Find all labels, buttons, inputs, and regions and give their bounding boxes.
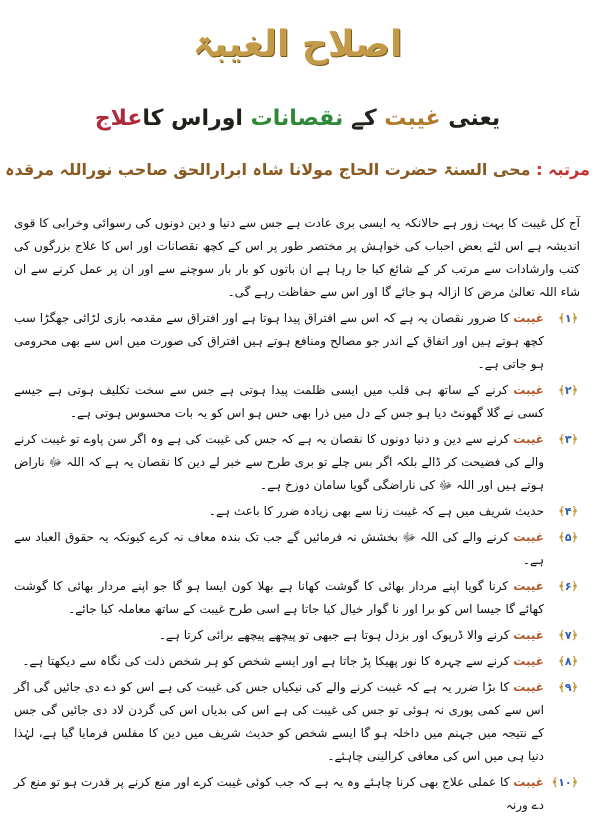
item-text: کا عملی علاج بھی کرنا چاہئے وہ یہ ہے کہ جب کوئی غیبت کرے اور منع کرنے پر قدرت ہو تو منع کر دے ورنہ (14, 775, 544, 812)
list-item (14, 676, 580, 768)
list-item (14, 575, 580, 621)
item-keyword: غیبت (513, 530, 544, 544)
item-text: حدیث شریف میں ہے کہ غیبت زنا سے بھی زیادہ ضرر کا باعث ہے۔ (208, 504, 544, 518)
list-item (14, 624, 580, 647)
list-item (14, 428, 580, 497)
item-text: کرنا گویا اپنے مردار بھائی کا گوشت کھانا ہے بھلا کون ایسا ہو گا جو اپنے مردار بھائی کا گوشت کھائے گا جیسا اس کو برا اور نا گوار خیال کیا جاتا ہے اسی طرح غیبت کے ساتھ معاملہ کیا جائے۔ (14, 579, 544, 616)
item-number: ﴿۱﴾ (558, 312, 578, 325)
list-item (14, 526, 580, 572)
item-text: کرنے کے ساتھ ہی قلب میں ایسی ظلمت پیدا ہوتی ہے جس سے سخت تکلیف ہوتی ہے جیسے کسی نے گلا گھونٹ دیا ہو جس کے دل میں ذرا بھی حس ہو اس کو یہ بات محسوس ہوتی ہے۔ (14, 383, 544, 420)
author-name: محی السنۃ حضرت الحاج مولانا شاہ ابرارالحق صاحب نوراللہ مرقدہ (5, 160, 531, 179)
subtitle-part: یعنی (448, 106, 501, 131)
item-number: ﴿۴﴾ (558, 505, 578, 518)
item-keyword: غیبت (513, 775, 544, 789)
page-subtitle (0, 106, 595, 131)
item-text: کا بڑا ضرر یہ ہے کہ غیبت کرنے والے کی نیکیاں جس کی غیبت کی ہے اس کو دے دی جائیں گی اگر اس سے کمی پوری نہ ہوئی تو جس کی غیبت کی ہے اس کی بدیاں اس کی گردن لاد دی جائیں گی جس کے نتیجہ میں جہنم میں داخلہ ہو گا ایسے شخص کو حدیث شریف میں دین کا مفلس فرمایا گیا ہے، لہٰذا دنیا ہی میں اس کی معافی کرالینی چاہئے۔ (14, 680, 544, 763)
author-separator: : (536, 160, 543, 179)
item-keyword: غیبت (513, 680, 544, 694)
list-item (14, 379, 580, 425)
item-keyword: غیبت (513, 311, 544, 325)
item-number: ﴿۳﴾ (558, 433, 578, 446)
item-number: ﴿۶﴾ (558, 580, 578, 593)
document-body (14, 212, 580, 820)
item-text: کا ضرور نقصان یہ ہے کہ اس سے افتراق پیدا ہوتا ہے اور افتراق سے مقدمہ بازی لڑائی جھگڑا سب کچھ ہوتے ہیں اور اتفاق کے اندر جو مصالح ومنافع ہوتے ہیں افتراق کی صورت میں اس سے بھی محرومی ہو جاتی ہے۔ (14, 311, 544, 371)
item-text: کرنے والے کی اللہ ﷻ بخشش نہ فرمائیں گے جب تک بندہ معاف نہ کرے کیونکہ یہ حقوق العباد سے ہے۔ (14, 530, 544, 567)
item-number: ﴿۷﴾ (558, 629, 578, 642)
author-label: مرتبہ (548, 160, 590, 179)
subtitle-part: علاج (94, 106, 143, 131)
item-number: ﴿۲﴾ (558, 384, 578, 397)
item-text: کرنے سے دین و دنیا دونوں کا نقصان یہ ہے کہ جس کی غیبت کی ہے وہ اگر سن پاوے تو غیبت کرنے والے کی فضیحت کر ڈالے بلکہ اگر بس چلے تو بری طرح سے خبر لے دین کا نقصان یہ ہے کہ اللہ ﷻ ناراض ہوتے ہیں اور اللہ ﷻ کی ناراضگی گویا سامان دوزخ ہے۔ (14, 432, 544, 492)
item-keyword: غیبت (513, 432, 544, 446)
subtitle-part: اوراس کا (142, 106, 243, 131)
subtitle-part: نقصانات (250, 106, 344, 131)
item-number: ﴿۵﴾ (558, 531, 578, 544)
item-keyword: غیبت (513, 628, 544, 642)
item-number: ﴿۹﴾ (558, 681, 578, 694)
item-text: کرنے سے چہرہ کا نور پھیکا پڑ جاتا ہے اور ایسے شخص کو ہر شخص ذلت کی نگاہ سے دیکھتا ہے۔ (22, 654, 510, 668)
page-title: اصلاح الغیبۃ (192, 24, 403, 65)
item-keyword: غیبت (513, 579, 544, 593)
intro-paragraph: آج کل غیبت کا بہت زور ہے حالانکہ یہ ایسی بری عادت ہے جس سے دنیا و دین دونوں کی رسوائی وخرابی کا قوی اندیشہ ہے اس لئے بعض احباب کی خواہش پر مختصر طور پر اس کے کچھ نقصانات اور اس کا علاج بزرگوں کی کتب وارشادات سے مرتب کر کے شائع کیا جا رہا ہے ان باتوں کو بار بار سوچنے سے اور ان پر عمل کرنے سے ان شاء اللہ تعالیٰ مرض کا ازالہ ہو جائے گا اور اس سے حفاظت رہے گی۔ (14, 216, 580, 299)
list-item (14, 650, 580, 673)
list-item (14, 500, 580, 523)
author-line (0, 160, 595, 179)
item-number: ﴿۸﴾ (558, 655, 578, 668)
list-item (14, 771, 580, 817)
subtitle-part: غیبت (384, 106, 441, 131)
item-keyword: غیبت (513, 654, 544, 668)
item-text: کرنے والا ڈرپوک اور بزدل ہوتا ہے جبھی تو پیچھے پیچھے برائی کرتا ہے۔ (158, 628, 510, 642)
list-item (14, 307, 580, 376)
item-keyword: غیبت (513, 383, 544, 397)
item-number: ﴿۱۰﴾ (551, 776, 578, 789)
subtitle-part: کے (350, 106, 377, 131)
